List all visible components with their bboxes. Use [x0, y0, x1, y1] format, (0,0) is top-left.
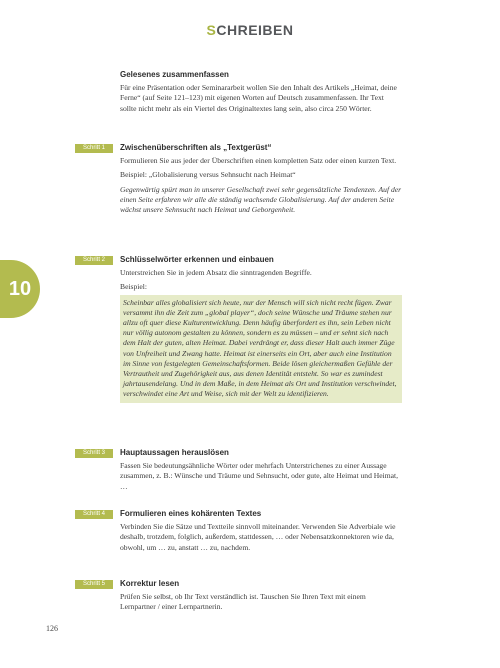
step-2-title: Schlüsselwörter erkennen und einbauen [120, 255, 274, 264]
intro-section [120, 70, 402, 116]
step-2-section [120, 255, 402, 405]
step-5-text: Prüfen Sie selbst, ob Ihr Text verständlich ist. Tauschen Sie Ihren Text mit einem Lernpartner / einer Lernpartnerin. [120, 592, 366, 612]
step-2-example: Scheinbar alles globalisiert sich heute, nur der Mensch will sich nicht recht fügen. Zwar versammt ihn die Zeit zum „global player“, doch seine Wünsche und Träume stehen nur allzu oft quer diese Kulturentwicklung. Denn häufig überfordert es ihn, sein Leben nicht nur völlig autonom gestalten zu können, sondern es zu müssen – und er sehnt sich nach dem Halt der guten, alten Heimat. Dabei verdrängt er, dass dieser Halt auch immer Züge von Unfreiheit und Zwang hatte. Heimat ist einerseits ein Ort, aber auch eine Institution im Sinne von festgelegten Gemeinschaftsformen. Beide lösen gleichermaßen Gefühle der Vertrautheit und Zugehörigkeit aus, aus denen Identität entsteht. So war es zumindest jahrtausendelang. Und in dem Maße, in dem Heimat als Ort und Institution verschwindet, verschwindet eine Art und Weise, sich mit der Welt zu identifizieren. [120, 295, 402, 403]
header-rest: CHREIBEN [216, 22, 294, 38]
step-2-text: Unterstreichen Sie in jedem Absatz die sinntragenden Begriffe. [120, 268, 312, 278]
page-number: 126 [46, 624, 58, 633]
step-1-section [120, 143, 402, 217]
step-3-title: Hauptaussagen herauslösen [120, 448, 229, 457]
step-3-label: Schritt 3 [75, 449, 113, 458]
header-first-letter: S [206, 22, 217, 38]
step-5-section [120, 579, 402, 615]
step-3-text: Fassen Sie bedeutungsähnliche Wörter oder mehrfach Unterstrichenes zu einer Aussage zusammen, z. B.: Wünsche und Träume und Sehnsucht, oder gute, alte Heimat und Heimat, … [120, 461, 399, 491]
step-1-label: Schritt 1 [75, 144, 113, 153]
step-5-title: Korrektur lesen [120, 579, 180, 588]
step-4-text: Verbinden Sie die Sätze und Textteile sinnvoll miteinander. Verwenden Sie Adverbiale wie deshalb, trotzdem, folglich, außerdem, stattdessen, … oder Nebensatzkonnektoren wie da, obwohl, um … zu, anstatt … zu, nachdem. [120, 522, 396, 552]
step-2-label: Schritt 2 [75, 256, 113, 265]
step-1-example-label: Beispiel: „Globalisierung versus Sehnsucht nach Heimat“ [120, 170, 296, 180]
step-4-section [120, 509, 402, 555]
page-header [0, 22, 500, 38]
intro-title: Gelesenes zusammenfassen [120, 70, 229, 79]
step-4-label: Schritt 4 [75, 510, 113, 519]
step-1-example: Gegenwärtig spürt man in unserer Gesellschaft zwei sehr gegensätzliche Tendenzen. Auf der einen Seite erfahren wir alle die ständig wachsende Globalisierung. Auf der anderen Seite wächst unsere Sehnsucht nach Heimat und Geborgenheit. [120, 184, 402, 215]
step-3-section [120, 448, 402, 494]
step-2-example-label: Beispiel: [120, 282, 147, 292]
step-1-title: Zwischenüberschriften als „Textgerüst“ [120, 143, 272, 152]
step-5-label: Schritt 5 [75, 580, 113, 589]
chapter-tab: 10 [0, 260, 40, 318]
step-1-text: Formulieren Sie aus jeder der Überschriften einen kompletten Satz oder einen kurzen Text. [120, 156, 397, 166]
intro-text: Für eine Präsentation oder Seminararbeit wollen Sie den Inhalt des Artikels „Heimat, deine Ferne“ (auf Seite 121–123) mit eigenen Worten auf Deutsch zusammenfassen. Ihr Text sollte nicht mehr als ein Viertel des Originaltextes lang sein, also circa 250 Wörter. [120, 83, 397, 113]
step-4-title: Formulieren eines kohärenten Textes [120, 509, 262, 518]
